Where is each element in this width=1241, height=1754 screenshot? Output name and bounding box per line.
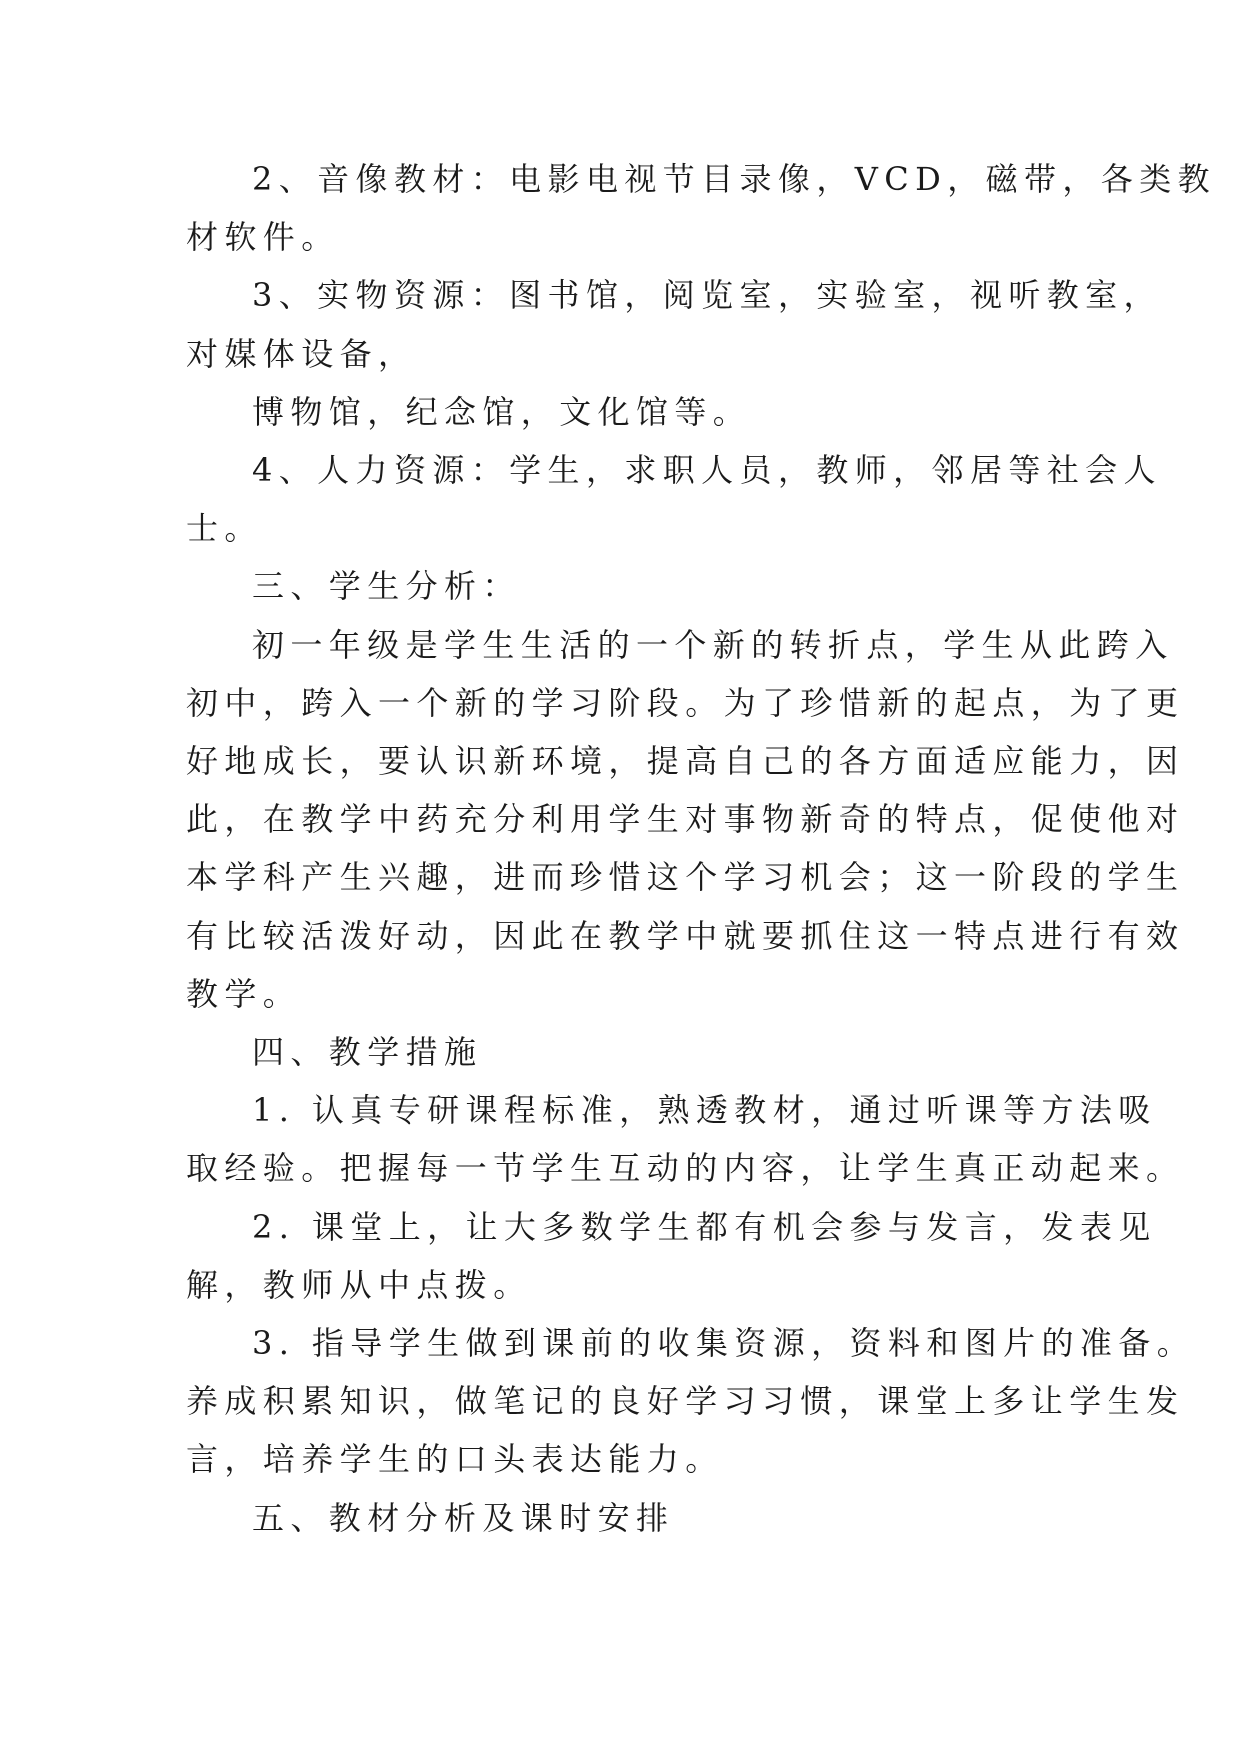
section-heading: 四、教学措施 xyxy=(252,1033,483,1072)
text-line: 博物馆，纪念馆，文化馆等。 xyxy=(252,392,752,431)
text-line: 初一年级是学生生活的一个新的转折点，学生从此跨入 xyxy=(252,625,1174,664)
text-line: 有比较活泼好动，因此在教学中就要抓住这一特点进行有效 xyxy=(186,916,1185,955)
text-line: 取经验。把握每一节学生互动的内容，让学生真正动起来。 xyxy=(186,1149,1185,1188)
text-line: 解，教师从中点拨。 xyxy=(186,1265,532,1304)
section-heading: 五、教材分析及课时安排 xyxy=(252,1498,675,1537)
text-line: 4、人力资源：学生，求职人员，教师，邻居等社会人 xyxy=(252,451,1162,490)
text-line: 本学科产生兴趣，进而珍惜这个学习机会；这一阶段的学生 xyxy=(186,858,1185,897)
text-line: 2、音像教材：电影电视节目录像，VCD，磁带，各类教 xyxy=(252,160,1217,198)
text-line: 言，培养学生的口头表达能力。 xyxy=(186,1440,724,1479)
section-heading: 三、学生分析： xyxy=(252,567,521,606)
text-line: 初中，跨入一个新的学习阶段。为了珍惜新的起点，为了更 xyxy=(186,683,1185,722)
text-line: 养成积累知识，做笔记的良好学习习惯，课堂上多让学生发 xyxy=(186,1382,1185,1421)
text-line: 好地成长，要认识新环境，提高自己的各方面适应能力，因 xyxy=(186,742,1185,781)
text-line: 1. 认真专研课程标准，熟透教材，通过听课等方法吸 xyxy=(252,1091,1157,1130)
text-line: 此，在教学中药充分利用学生对事物新奇的特点，促使他对 xyxy=(186,800,1185,839)
text-line: 3. 指导学生做到课前的收集资源，资料和图片的准备。 xyxy=(252,1324,1196,1363)
text-line: 士。 xyxy=(186,509,263,548)
text-line: 2. 课堂上，让大多数学生都有机会参与发言，发表见 xyxy=(252,1207,1157,1246)
text-line: 对媒体设备， xyxy=(186,334,417,373)
text-line: 教学。 xyxy=(186,974,302,1013)
text-line: 3、实物资源：图书馆，阅览室，实验室，视听教室， xyxy=(252,276,1162,315)
document-body xyxy=(186,150,1217,1547)
text-line: 材软件。 xyxy=(186,218,340,257)
